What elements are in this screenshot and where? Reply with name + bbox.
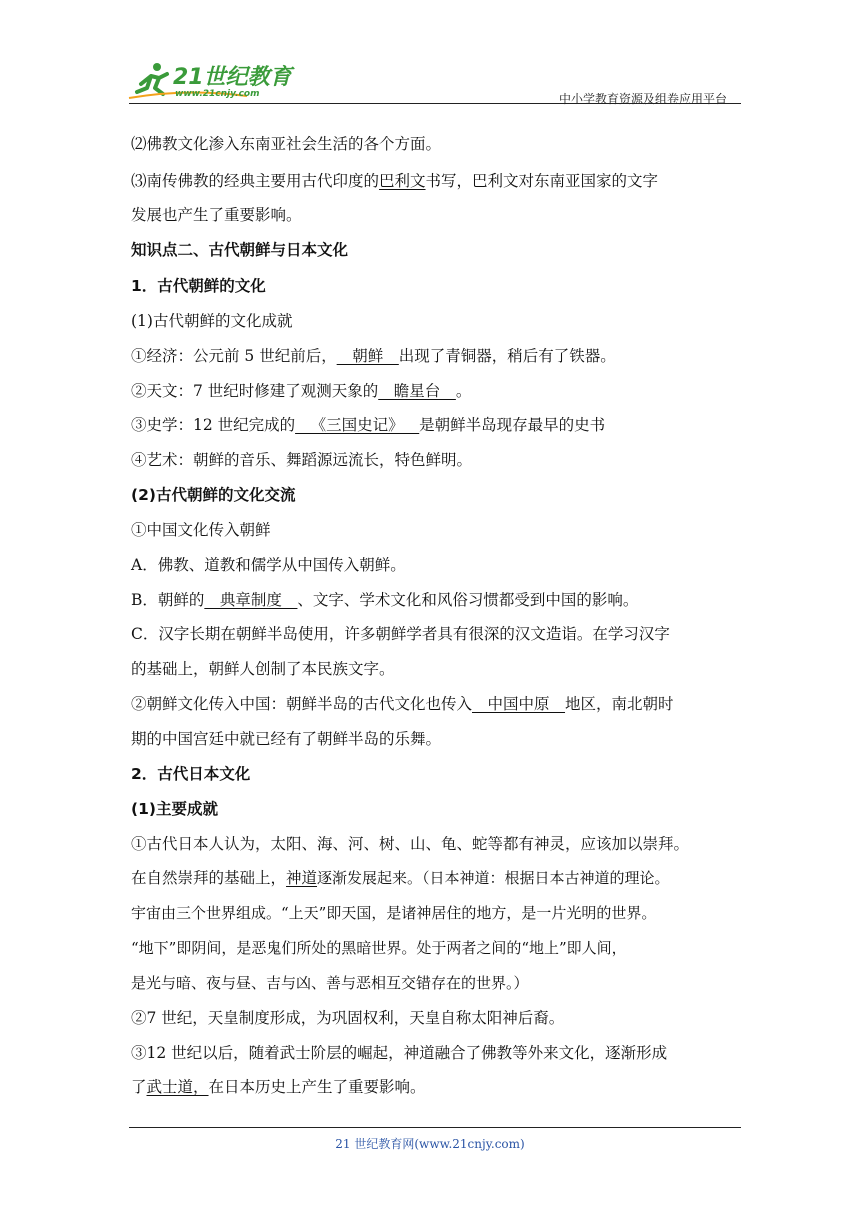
text-line: ④艺术：朝鲜的音乐、舞蹈源远流长，特色鲜明。 [131,451,473,469]
header-divider [129,103,741,104]
text-line: 宇宙由三个世界组成。“上天”即天国，是诸神居住的地方，是一片光明的世界。 [131,904,657,922]
answer-underlined: __典章制度__ [204,591,298,609]
text-line: ②天文：7 世纪时修建了观测天象的__瞻星台__。 [131,382,472,400]
footer-text: 21 世纪教育网(www.21cnjy.com) [335,1137,525,1151]
text-line: A．佛教、道教和儒学从中国传入朝鲜。 [131,556,406,574]
answer-underlined: __朝鲜__ [336,347,399,365]
text-line: ②朝鲜文化传入中国：朝鲜半岛的古代文化也传入__中国中原__地区，南北朝时 [131,695,674,713]
text-line: ⑶南传佛教的经典主要用古代印度的巴利文书写，巴利文对东南亚国家的文字 [131,172,659,190]
text-line: ③12 世纪以后，随着武士阶层的崛起，神道融合了佛教等外来文化，逐渐形成 [131,1044,668,1062]
text-line: ②7 世纪，天皇制度形成，为巩固权利，天皇自称太阳神后裔。 [131,1009,565,1027]
text-line: 发展也产生了重要影响。 [131,206,302,224]
platform-label: 中小学教育资源及组卷应用平台 [558,92,727,106]
answer-underlined: __中国中原__ [472,695,566,713]
text-line: 了武士道，在日本历史上产生了重要影响。 [131,1078,426,1096]
text-line: 的基础上，朝鲜人创制了本民族文字。 [131,660,395,678]
subheading: (1)主要成就 [131,800,218,818]
logo-21cnjy [127,58,297,102]
footer-divider [129,1127,741,1128]
svg-text:www.21cnjy.com: www.21cnjy.com [175,89,260,99]
text-line: ①经济：公元前 5 世纪前后，__朝鲜__出现了青铜器，稍后有了铁器。 [131,347,616,365]
text-line: “地下”即阴间，是恶鬼们所处的黑暗世界。处于两者之间的“地上”即人间， [131,939,627,957]
text-line: ③史学：12 世纪完成的__《三国史记》__是朝鲜半岛现存最早的史书 [131,416,606,434]
answer-underlined: 武士道， [146,1078,209,1096]
svg-text:21世纪教育: 21世纪教育 [173,65,292,90]
answer-underlined: __瞻星台__ [378,382,456,400]
section-heading: 知识点二、古代朝鲜与日本文化 [131,241,349,259]
text-line: C．汉字长期在朝鲜半岛使用，许多朝鲜学者具有很深的汉文造诣。在学习汉字 [131,625,670,643]
text-line: ①中国文化传入朝鲜 [131,521,271,539]
text-line: B．朝鲜的__典章制度__、文字、学术文化和风俗习惯都受到中国的影响。 [131,591,639,609]
page-header [127,58,739,104]
subheading: (2)古代朝鲜的文化交流 [131,486,296,504]
text-line: 期的中国宫廷中就已经有了朝鲜半岛的乐舞。 [131,730,442,748]
text-line: 在自然崇拜的基础上，神道逐渐发展起来。（日本神道：根据日本古神道的理论。 [131,869,670,887]
answer-underlined: 巴利文 [379,172,426,190]
subheading: 2．古代日本文化 [131,765,251,783]
answer-underlined: __《三国史记》__ [295,416,420,434]
subheading: 1．古代朝鲜的文化 [131,277,266,295]
text-line: (1)古代朝鲜的文化成就 [131,312,293,330]
text-line: ⑵佛教文化渗入东南亚社会生活的各个方面。 [131,135,442,153]
answer-underlined: 神道 [286,869,318,887]
text-line: ①古代日本人认为，太阳、海、河、树、山、龟、蛇等都有神灵，应该加以崇拜。 [131,835,690,853]
text-line: 是光与暗、夜与昼、吉与凶、善与恶相互交错存在的世界。） [131,974,529,992]
